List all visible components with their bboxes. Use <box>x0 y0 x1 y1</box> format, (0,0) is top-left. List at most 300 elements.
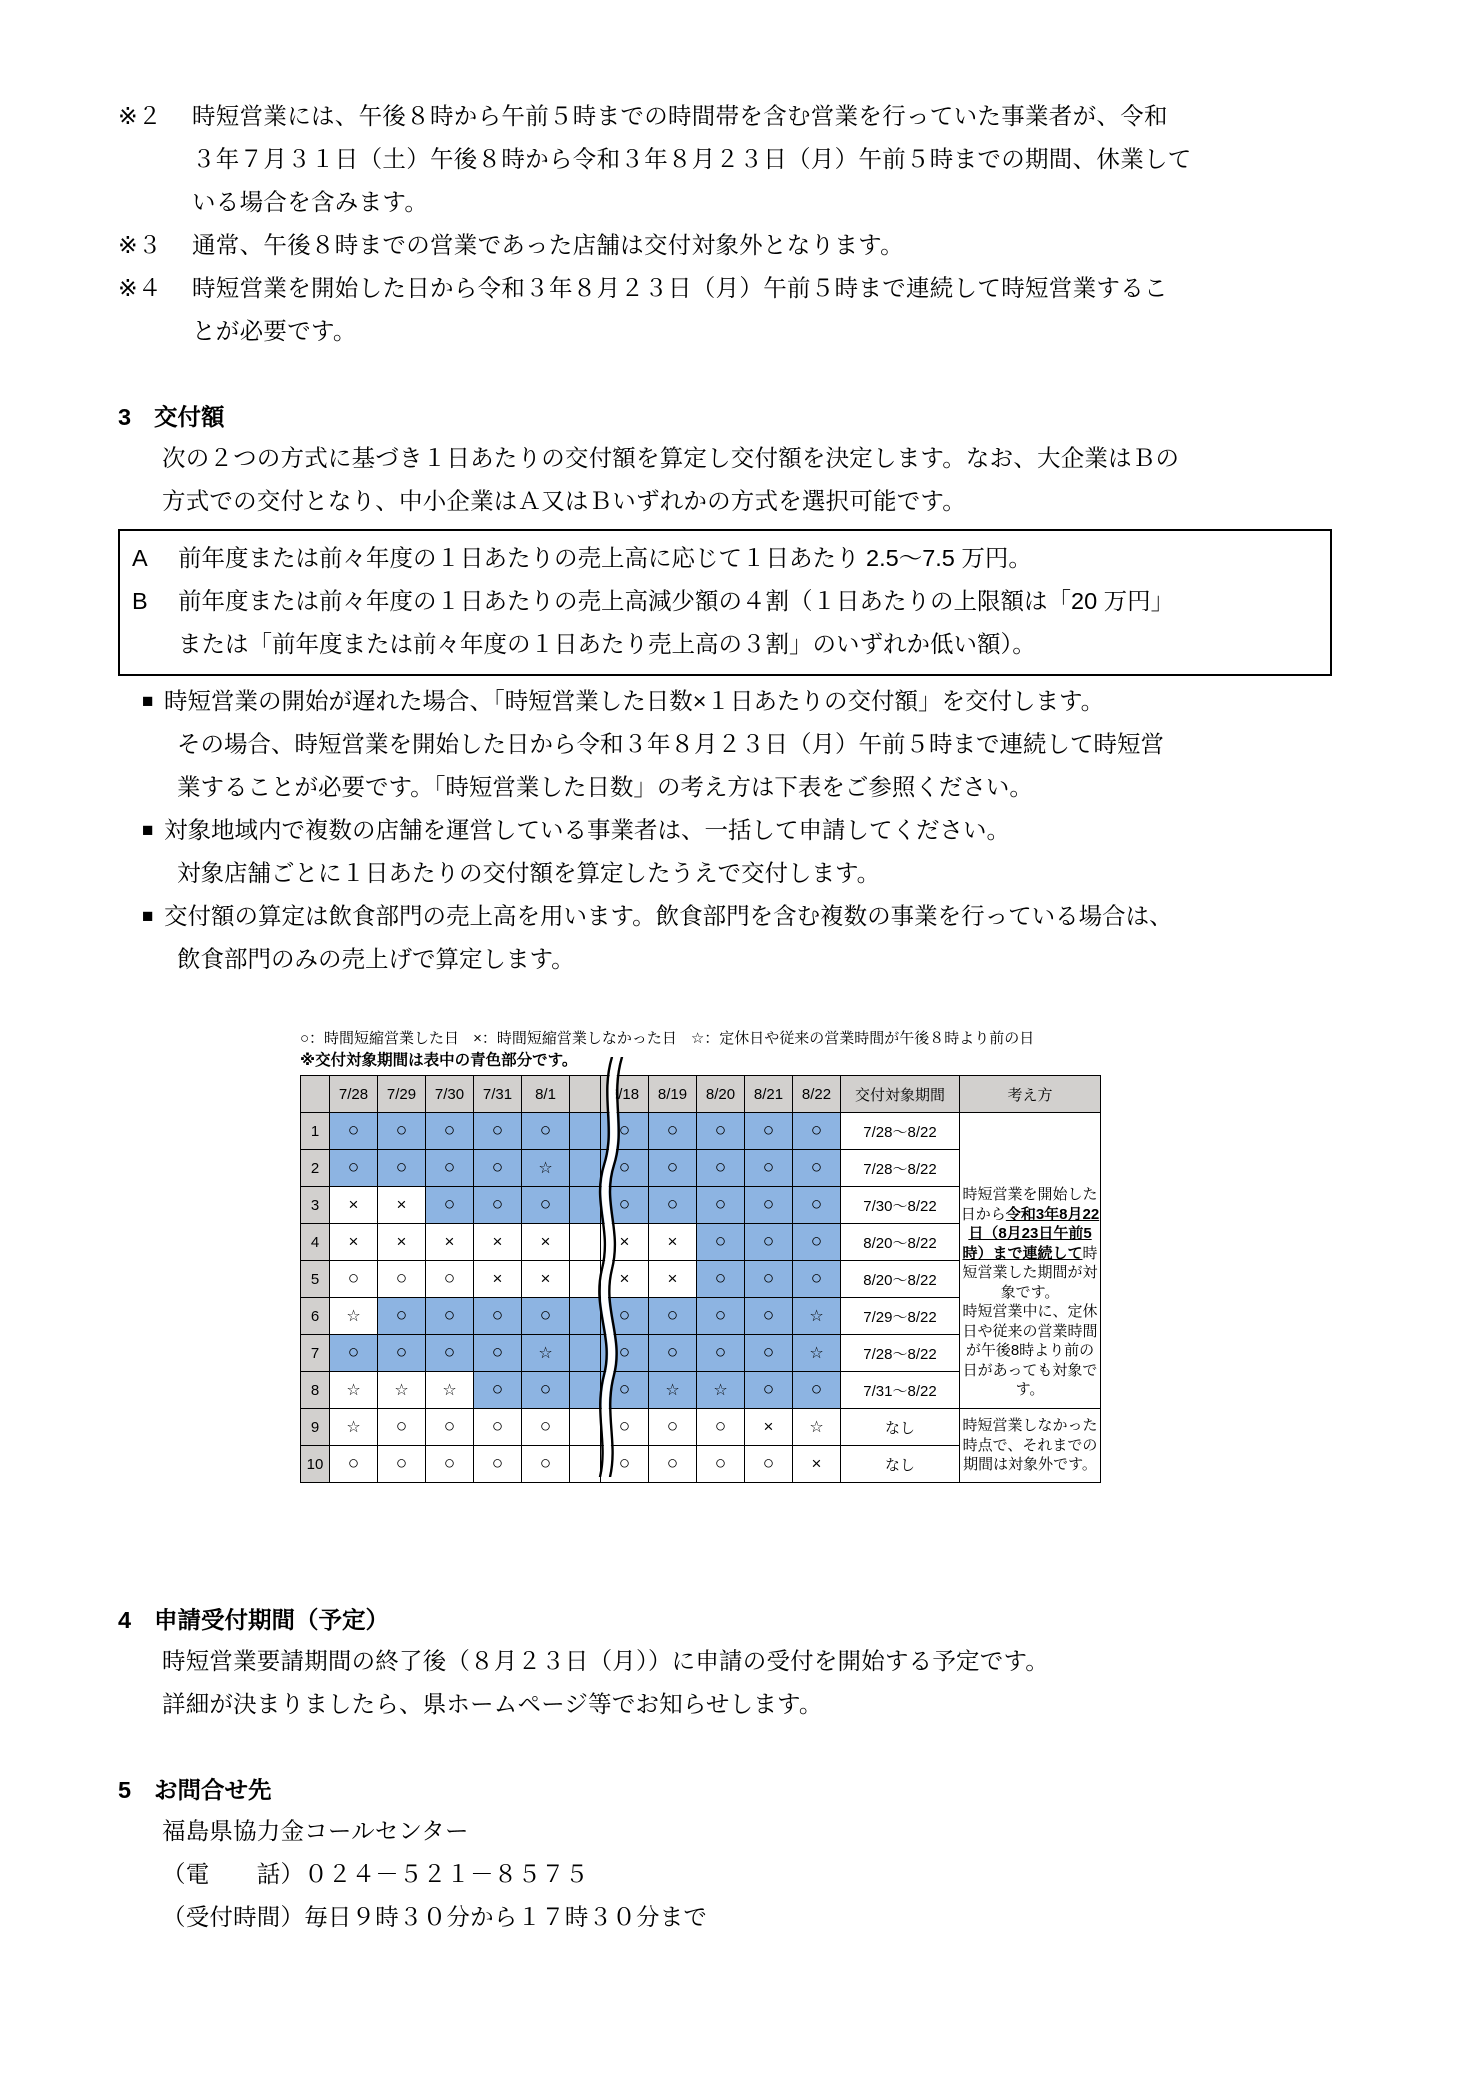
day-status-cell <box>522 1261 570 1298</box>
bullet-text <box>164 895 1368 981</box>
section-3-number: 3 <box>118 404 132 430</box>
day-status-cell <box>649 1224 697 1261</box>
star-icon: ☆ <box>346 1419 361 1436</box>
bullet-line: 時短営業の開始が遅れた場合、「時短営業した日数×１日あたりの交付額」を交付します。 <box>164 688 1105 714</box>
day-status-cell <box>745 1409 793 1446</box>
day-status-cell <box>378 1446 426 1483</box>
day-status-cell <box>649 1150 697 1187</box>
row-number: 9 <box>301 1409 330 1446</box>
bullet-row <box>142 680 1368 809</box>
star-icon: ☆ <box>538 1160 553 1177</box>
table-break-cell <box>570 1446 601 1483</box>
formula-letter: A <box>132 545 148 571</box>
circle-icon: ○ <box>762 1379 775 1400</box>
day-status-cell <box>474 1372 522 1409</box>
star-icon: ☆ <box>442 1382 457 1399</box>
section-5-heading <box>118 1770 1368 1810</box>
row-number: 5 <box>301 1261 330 1298</box>
section-3-intro <box>162 437 1368 523</box>
circle-icon: ○ <box>762 1120 775 1141</box>
circle-icon: ○ <box>714 1157 727 1178</box>
day-status-cell <box>330 1187 378 1224</box>
circle-icon: ○ <box>443 1120 456 1141</box>
cross-icon: × <box>667 1269 678 1288</box>
table-legend <box>300 1028 1200 1049</box>
day-status-cell <box>426 1372 474 1409</box>
bullet-square-icon: ■ <box>142 691 154 712</box>
day-status-cell <box>745 1113 793 1150</box>
day-status-cell <box>697 1409 745 1446</box>
section-3-intro-line: 次の２つの方式に基づき１日あたりの交付額を算定し交付額を決定します。なお、大企業はＢの <box>162 445 1180 471</box>
eligible-period-cell: 7/30〜8/22 <box>841 1187 960 1224</box>
formula-line: 前年度または前々年度の１日あたりの売上高に応じて１日あたり 2.5〜7.5 万円。 <box>178 545 1032 571</box>
column-header-day: 8/20 <box>697 1076 745 1113</box>
eligibility-table-block <box>300 1028 1200 1483</box>
eligible-period-cell: 7/28〜8/22 <box>841 1113 960 1150</box>
cross-icon: × <box>540 1232 551 1251</box>
day-status-cell <box>330 1298 378 1335</box>
bullet-text <box>164 809 1368 895</box>
day-status-cell <box>474 1113 522 1150</box>
column-header-day: 7/28 <box>330 1076 378 1113</box>
day-status-cell <box>426 1409 474 1446</box>
day-status-cell <box>378 1150 426 1187</box>
cross-icon: × <box>348 1195 359 1214</box>
footnote-row <box>118 224 1368 267</box>
day-status-cell <box>426 1261 474 1298</box>
eligible-period-cell: なし <box>841 1409 960 1446</box>
circle-icon: ○ <box>395 1453 408 1474</box>
table-row <box>301 1409 1101 1446</box>
circle-icon: ○ <box>395 1157 408 1178</box>
circle-icon: ○ <box>666 1157 679 1178</box>
section-4-line: 時短営業要請期間の終了後（８月２３日（月））に申請の受付を開始する予定です。 <box>162 1648 1049 1674</box>
footnote-line: ３年７月３１日（土）午後８時から令和３年８月２３日（月）午前５時までの期間、休業して <box>192 146 1192 172</box>
day-status-cell <box>522 1113 570 1150</box>
formula-text <box>178 580 1320 666</box>
cross-icon: × <box>396 1232 407 1251</box>
day-status-cell <box>426 1335 474 1372</box>
table-break-cell <box>570 1335 601 1372</box>
circle-icon: ○ <box>618 1120 631 1141</box>
day-status-cell <box>474 1261 522 1298</box>
day-status-cell <box>522 1150 570 1187</box>
table-row <box>301 1113 1101 1150</box>
circle-icon: ○ <box>491 1157 504 1178</box>
column-header-period: 交付対象期間 <box>841 1076 960 1113</box>
row-number: 4 <box>301 1224 330 1261</box>
day-status-cell <box>522 1298 570 1335</box>
idea-top-note: 時短営業中に、定休日や従来の営業時間が午後8時より前の日があっても対象です。 <box>962 1303 1098 1399</box>
circle-icon: ○ <box>618 1157 631 1178</box>
eligible-period-cell: 7/28〜8/22 <box>841 1150 960 1187</box>
bullet-text <box>164 680 1368 809</box>
section-3-intro-line: 方式での交付となり、中小企業はＡ又はＢいずれかの方式を選択可能です。 <box>162 488 966 514</box>
day-status-cell <box>697 1335 745 1372</box>
table-break-cell <box>570 1261 601 1298</box>
eligible-period-cell: なし <box>841 1446 960 1483</box>
star-icon: ☆ <box>713 1382 728 1399</box>
day-status-cell <box>522 1372 570 1409</box>
day-status-cell <box>330 1372 378 1409</box>
circle-icon: ○ <box>810 1157 823 1178</box>
circle-icon: ○ <box>666 1120 679 1141</box>
formula-line: または「前年度または前々年度の１日あたり売上高の３割」のいずれか低い額）。 <box>178 631 1036 657</box>
day-status-cell <box>793 1298 841 1335</box>
circle-icon: ○ <box>666 1305 679 1326</box>
star-icon: ☆ <box>809 1308 824 1325</box>
day-status-cell <box>649 1113 697 1150</box>
day-status-cell <box>745 1224 793 1261</box>
circle-icon: ○ <box>810 1268 823 1289</box>
day-status-cell <box>649 1409 697 1446</box>
footnote-line: いる場合を含みます。 <box>192 189 429 215</box>
circle-icon: ○ <box>347 1157 360 1178</box>
cross-icon: × <box>811 1454 822 1473</box>
day-status-cell <box>745 1150 793 1187</box>
day-status-cell <box>330 1409 378 1446</box>
cross-icon: × <box>348 1232 359 1251</box>
legend-circle: ○：時間短縮営業した日 <box>300 1030 460 1047</box>
eligible-period-cell: 7/28〜8/22 <box>841 1335 960 1372</box>
section-4-title: 申請受付期間（予定） <box>154 1607 389 1633</box>
day-status-cell <box>474 1335 522 1372</box>
bullet-line: 対象店舗ごとに１日あたりの交付額を算定したうえで交付します。 <box>177 860 881 886</box>
day-status-cell <box>649 1335 697 1372</box>
circle-icon: ○ <box>491 1453 504 1474</box>
day-status-cell <box>649 1187 697 1224</box>
table-break-cell <box>570 1298 601 1335</box>
day-status-cell <box>330 1150 378 1187</box>
day-status-cell <box>793 1446 841 1483</box>
column-header-day: 8/1 <box>522 1076 570 1113</box>
day-status-cell <box>474 1187 522 1224</box>
cross-icon: × <box>540 1269 551 1288</box>
eligible-period-cell: 8/20〜8/22 <box>841 1261 960 1298</box>
column-header-day: 8/21 <box>745 1076 793 1113</box>
footnote-list <box>118 95 1368 353</box>
bullet-line: 交付額の算定は飲食部門の売上高を用います。飲食部門を含む複数の事業を行っている場合は、 <box>164 903 1173 929</box>
circle-icon: ○ <box>714 1342 727 1363</box>
day-status-cell <box>697 1446 745 1483</box>
star-icon: ☆ <box>538 1345 553 1362</box>
table-break-cell <box>570 1409 601 1446</box>
star-icon: ☆ <box>346 1382 361 1399</box>
day-status-cell <box>601 1187 649 1224</box>
day-status-cell <box>474 1224 522 1261</box>
day-status-cell <box>474 1446 522 1483</box>
day-status-cell <box>426 1187 474 1224</box>
circle-icon: ○ <box>539 1379 552 1400</box>
day-status-cell <box>649 1261 697 1298</box>
legend-star: ☆：定休日や従来の営業時間が午後８時より前の日 <box>690 1030 1035 1047</box>
cross-icon: × <box>667 1232 678 1251</box>
circle-icon: ○ <box>539 1194 552 1215</box>
circle-icon: ○ <box>618 1342 631 1363</box>
row-number: 2 <box>301 1150 330 1187</box>
table-legend-note: ※交付対象期間は表中の青色部分です。 <box>300 1052 578 1069</box>
circle-icon: ○ <box>395 1342 408 1363</box>
day-status-cell <box>793 1335 841 1372</box>
row-number: 1 <box>301 1113 330 1150</box>
table-break-cell <box>570 1113 601 1150</box>
row-number: 8 <box>301 1372 330 1409</box>
day-status-cell <box>745 1187 793 1224</box>
circle-icon: ○ <box>714 1416 727 1437</box>
day-status-cell <box>697 1224 745 1261</box>
column-header-day: 8/18 <box>601 1076 649 1113</box>
circle-icon: ○ <box>491 1379 504 1400</box>
column-header-day: 8/22 <box>793 1076 841 1113</box>
day-status-cell <box>793 1224 841 1261</box>
document-body <box>118 95 1368 981</box>
circle-icon: ○ <box>491 1194 504 1215</box>
formula-text <box>178 537 1320 580</box>
circle-icon: ○ <box>810 1194 823 1215</box>
day-status-cell <box>522 1446 570 1483</box>
formula-line: 前年度または前々年度の１日あたりの売上高減少額の４割（１日あたりの上限額は「20 万円」 <box>178 588 1175 614</box>
section-3-bullets <box>142 680 1368 981</box>
circle-icon: ○ <box>443 1194 456 1215</box>
day-status-cell <box>601 1224 649 1261</box>
legend-cross: ×：時間短縮営業しなかった日 <box>473 1030 677 1047</box>
bullet-line: 対象地域内で複数の店舗を運営している事業者は、一括して申請してください。 <box>164 817 1010 843</box>
day-status-cell <box>601 1113 649 1150</box>
day-status-cell <box>697 1372 745 1409</box>
section-5-line: （電 話）０２４－５２１－８５７５ <box>162 1861 589 1887</box>
column-header-day: 7/30 <box>426 1076 474 1113</box>
footnote-text <box>192 224 1368 267</box>
footnote-marker: ※２ <box>118 103 162 129</box>
circle-icon: ○ <box>491 1416 504 1437</box>
circle-icon: ○ <box>714 1305 727 1326</box>
section-5-body <box>162 1810 1368 1939</box>
circle-icon: ○ <box>762 1305 775 1326</box>
table-break-cell <box>570 1372 601 1409</box>
eligible-period-cell: 8/20〜8/22 <box>841 1224 960 1261</box>
circle-icon: ○ <box>347 1453 360 1474</box>
column-header-day: 7/29 <box>378 1076 426 1113</box>
circle-icon: ○ <box>762 1342 775 1363</box>
section-4-body <box>162 1640 1368 1726</box>
section-4-number: 4 <box>118 1607 132 1633</box>
circle-icon: ○ <box>491 1305 504 1326</box>
day-status-cell <box>745 1446 793 1483</box>
idea-cell-bottom: 時短営業しなかった時点で、それまでの期間は対象外です。 <box>960 1409 1101 1483</box>
day-status-cell <box>793 1187 841 1224</box>
circle-icon: ○ <box>443 1268 456 1289</box>
day-status-cell <box>522 1335 570 1372</box>
footnote-line: 時短営業を開始した日から令和３年８月２３日（月）午前５時まで連続して時短営業するこ <box>192 275 1168 301</box>
footnote-line: とが必要です。 <box>192 318 357 344</box>
section-4-heading <box>118 1600 1368 1640</box>
day-status-cell <box>601 1150 649 1187</box>
day-status-cell <box>330 1261 378 1298</box>
circle-icon: ○ <box>395 1416 408 1437</box>
bullet-square-icon: ■ <box>142 820 154 841</box>
section-4-line: 詳細が決まりましたら、県ホームページ等でお知らせします。 <box>162 1691 823 1717</box>
section-3-title: 交付額 <box>154 404 225 430</box>
day-status-cell <box>745 1298 793 1335</box>
circle-icon: ○ <box>539 1416 552 1437</box>
bullet-square-icon: ■ <box>142 906 154 927</box>
day-status-cell <box>378 1187 426 1224</box>
bullet-row <box>142 809 1368 895</box>
circle-icon: ○ <box>618 1379 631 1400</box>
day-status-cell <box>474 1150 522 1187</box>
star-icon: ☆ <box>809 1419 824 1436</box>
eligibility-table <box>300 1075 1101 1483</box>
circle-icon: ○ <box>443 1416 456 1437</box>
circle-icon: ○ <box>618 1305 631 1326</box>
section-5-number: 5 <box>118 1777 132 1803</box>
bullet-line: その場合、時短営業を開始した日から令和３年８月２３日（月）午前５時まで連続して時短営 <box>177 731 1164 757</box>
grant-formula-box <box>118 529 1332 676</box>
footnote-row <box>118 267 1368 353</box>
footnote-text <box>192 267 1368 353</box>
day-status-cell <box>793 1409 841 1446</box>
star-icon: ☆ <box>809 1345 824 1362</box>
circle-icon: ○ <box>395 1120 408 1141</box>
star-icon: ☆ <box>346 1308 361 1325</box>
eligible-period-cell: 7/29〜8/22 <box>841 1298 960 1335</box>
bullet-line: 業することが必要です。「時短営業した日数」の考え方は下表をご参照ください。 <box>177 774 1033 800</box>
circle-icon: ○ <box>666 1416 679 1437</box>
row-number-header <box>301 1076 330 1113</box>
circle-icon: ○ <box>762 1453 775 1474</box>
column-header-idea: 考え方 <box>960 1076 1101 1113</box>
day-status-cell <box>426 1298 474 1335</box>
day-status-cell <box>745 1335 793 1372</box>
row-number: 10 <box>301 1446 330 1483</box>
column-header-day: 7/31 <box>474 1076 522 1113</box>
footnote-text <box>192 95 1368 224</box>
day-status-cell <box>426 1446 474 1483</box>
day-status-cell <box>378 1409 426 1446</box>
section-5-line: 福島県協力金コールセンター <box>162 1818 469 1844</box>
footnote-marker: ※３ <box>118 232 162 258</box>
day-status-cell <box>330 1335 378 1372</box>
day-status-cell <box>522 1224 570 1261</box>
section-5-line: （受付時間）毎日９時３０分から１７時３０分まで <box>162 1904 708 1930</box>
circle-icon: ○ <box>539 1305 552 1326</box>
day-status-cell <box>378 1335 426 1372</box>
day-status-cell <box>745 1261 793 1298</box>
circle-icon: ○ <box>762 1194 775 1215</box>
table-break-cell <box>570 1187 601 1224</box>
circle-icon: ○ <box>443 1453 456 1474</box>
day-status-cell <box>522 1187 570 1224</box>
circle-icon: ○ <box>666 1194 679 1215</box>
section-5-title: お問合せ先 <box>154 1777 272 1803</box>
circle-icon: ○ <box>666 1453 679 1474</box>
cross-icon: × <box>619 1269 630 1288</box>
table-header-row <box>301 1076 1101 1113</box>
eligible-period-cell: 7/31〜8/22 <box>841 1372 960 1409</box>
circle-icon: ○ <box>810 1120 823 1141</box>
circle-icon: ○ <box>618 1194 631 1215</box>
circle-icon: ○ <box>714 1453 727 1474</box>
day-status-cell <box>426 1224 474 1261</box>
circle-icon: ○ <box>443 1157 456 1178</box>
circle-icon: ○ <box>395 1305 408 1326</box>
circle-icon: ○ <box>491 1342 504 1363</box>
day-status-cell <box>601 1372 649 1409</box>
cross-icon: × <box>492 1269 503 1288</box>
footnote-marker: ※４ <box>118 275 162 301</box>
idea-cell-top <box>960 1113 1101 1409</box>
day-status-cell <box>378 1113 426 1150</box>
table-break-cell <box>570 1224 601 1261</box>
circle-icon: ○ <box>762 1268 775 1289</box>
day-status-cell <box>330 1113 378 1150</box>
star-icon: ☆ <box>394 1382 409 1399</box>
section-3-heading <box>118 397 1368 437</box>
document-footer-sections <box>118 1600 1368 1939</box>
idea-underlined-text: 令和3年8月22日（8月23日午前5時）まで連続して <box>962 1205 1100 1262</box>
column-header-break <box>570 1076 601 1113</box>
circle-icon: ○ <box>618 1416 631 1437</box>
day-status-cell <box>697 1298 745 1335</box>
day-status-cell <box>426 1113 474 1150</box>
day-status-cell <box>649 1372 697 1409</box>
circle-icon: ○ <box>395 1268 408 1289</box>
row-number: 6 <box>301 1298 330 1335</box>
cross-icon: × <box>492 1232 503 1251</box>
day-status-cell <box>649 1298 697 1335</box>
circle-icon: ○ <box>810 1379 823 1400</box>
day-status-cell <box>793 1261 841 1298</box>
day-status-cell <box>793 1113 841 1150</box>
formula-row <box>132 537 1320 580</box>
formula-row <box>132 580 1320 666</box>
day-status-cell <box>697 1187 745 1224</box>
circle-icon: ○ <box>347 1342 360 1363</box>
circle-icon: ○ <box>666 1342 679 1363</box>
day-status-cell <box>793 1150 841 1187</box>
cross-icon: × <box>763 1417 774 1436</box>
circle-icon: ○ <box>714 1268 727 1289</box>
day-status-cell <box>697 1113 745 1150</box>
day-status-cell <box>601 1409 649 1446</box>
day-status-cell <box>474 1409 522 1446</box>
day-status-cell <box>426 1150 474 1187</box>
day-status-cell <box>474 1298 522 1335</box>
circle-icon: ○ <box>762 1157 775 1178</box>
day-status-cell <box>697 1261 745 1298</box>
table-break-cell <box>570 1150 601 1187</box>
circle-icon: ○ <box>491 1120 504 1141</box>
circle-icon: ○ <box>618 1453 631 1474</box>
circle-icon: ○ <box>762 1231 775 1252</box>
day-status-cell <box>793 1372 841 1409</box>
circle-icon: ○ <box>539 1120 552 1141</box>
day-status-cell <box>330 1446 378 1483</box>
day-status-cell <box>697 1150 745 1187</box>
circle-icon: ○ <box>347 1120 360 1141</box>
row-number: 7 <box>301 1335 330 1372</box>
circle-icon: ○ <box>347 1268 360 1289</box>
idea-top-text: 時短営業を開始した日から令和3年8月22日（8月23日午前5時）まで連続して時短営業した期間が対象です。 <box>960 1186 1100 1301</box>
circle-icon: ○ <box>810 1231 823 1252</box>
day-status-cell <box>378 1298 426 1335</box>
circle-icon: ○ <box>539 1453 552 1474</box>
bullet-row <box>142 895 1368 981</box>
circle-icon: ○ <box>714 1194 727 1215</box>
day-status-cell <box>330 1224 378 1261</box>
day-status-cell <box>601 1261 649 1298</box>
formula-letter: B <box>132 588 148 614</box>
